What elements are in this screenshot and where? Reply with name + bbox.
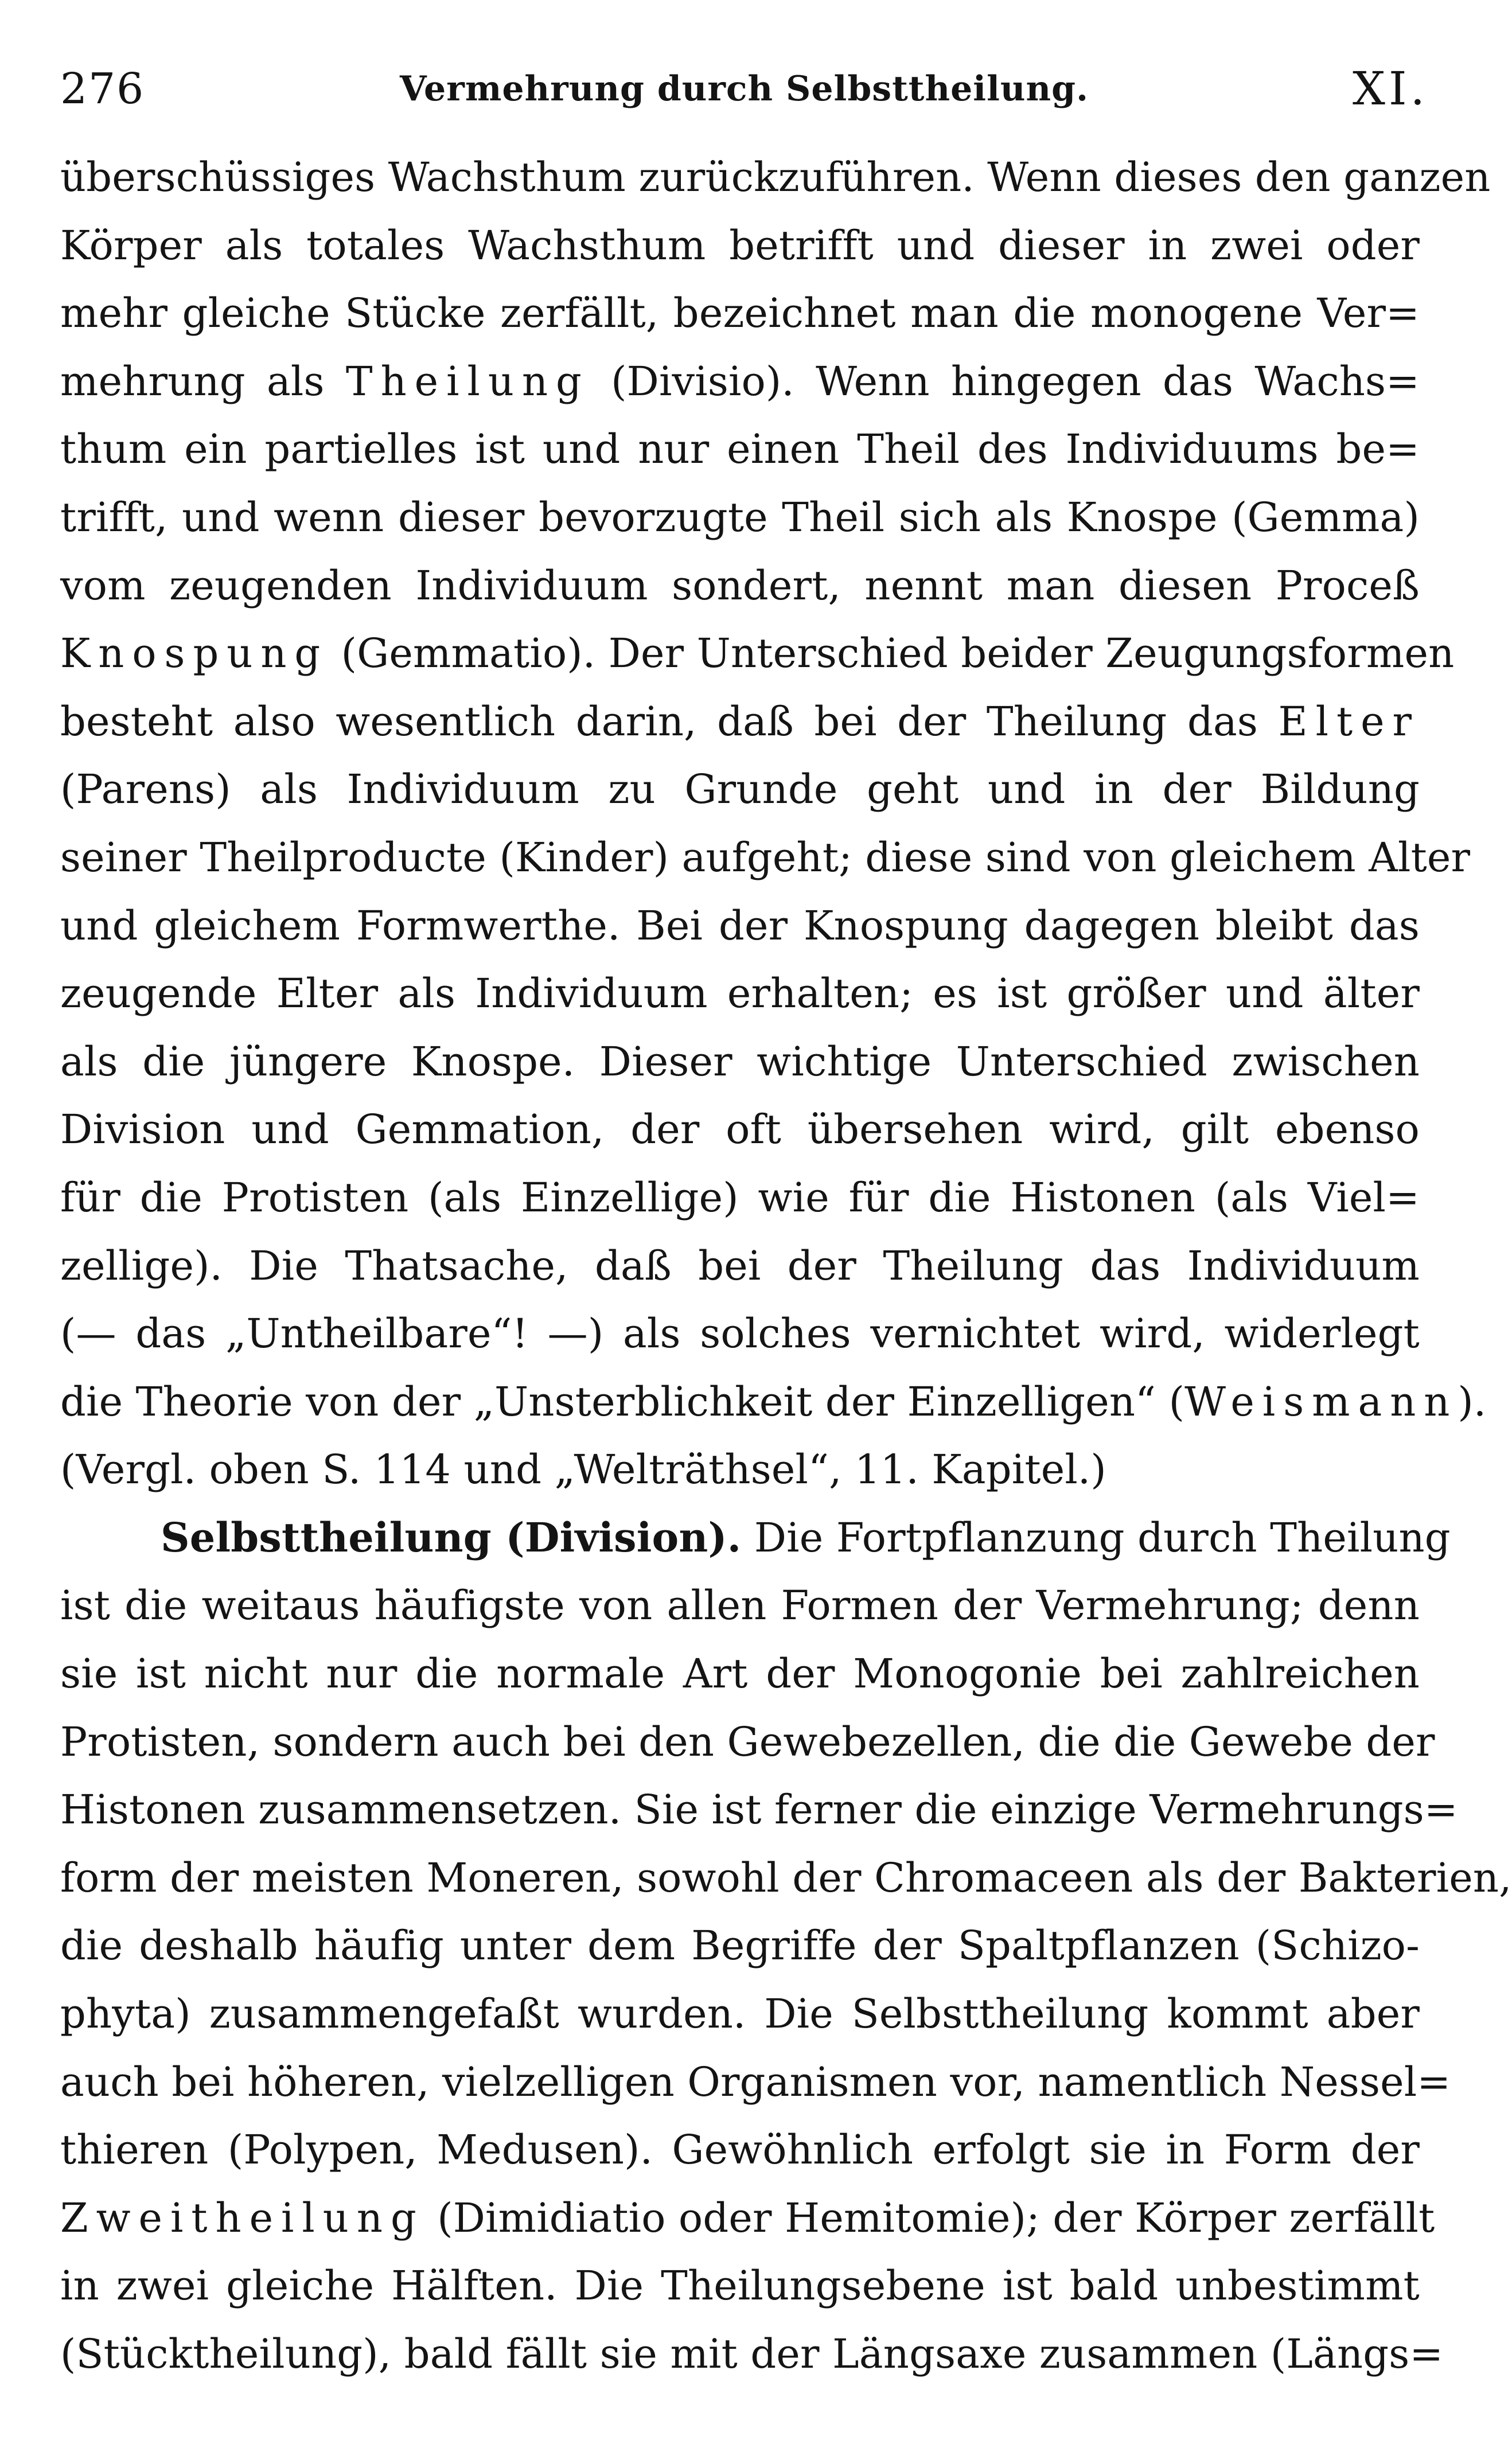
text-line	[60, 1504, 1451, 1572]
text-run: (Gemmatio). Der Unterschied beider Zeugungsformen	[328, 630, 1455, 677]
running-title: Vermehrung durch Selbsttheilung.	[400, 69, 1089, 109]
text-line: thum ein partielles ist und nur einen Theil des Individuums be=	[60, 426, 1420, 473]
text-line: überschüssiges Wachsthum zurückzuführen. Wenn dieses den ganzen	[60, 154, 1491, 201]
text-line: als die jüngere Knospe. Dieser wichtige Unterschied zwischen	[60, 1038, 1420, 1085]
page-number: 276	[60, 64, 145, 114]
text-line: ist die weitaus häufigste von allen Formen der Vermehrung; denn	[60, 1582, 1420, 1630]
text-line	[60, 688, 1420, 756]
text-line: Histonen zusammensetzen. Sie ist ferner die einzige Vermehrungs=	[60, 1786, 1458, 1834]
text-line: phyta) zusammengefaßt wurden. Die Selbsttheilung kommt aber	[60, 1990, 1420, 2038]
page-header	[60, 57, 1428, 120]
text-line: Protisten, sondern auch bei den Gewebezellen, die die Gewebe der	[60, 1718, 1435, 1765]
text-line	[60, 1368, 1487, 1436]
text-line: und gleichem Formwerthe. Bei der Knospung dagegen bleibt das	[60, 902, 1420, 949]
emphasized-term: Zweitheilung	[60, 2194, 424, 2242]
text-line: (Parens) als Individuum zu Grunde geht und in der Bildung	[60, 766, 1420, 813]
text-line: (Stücktheilung), bald fällt sie mit der Längsaxe zusammen (Längs=	[60, 2330, 1444, 2377]
text-line: mehr gleiche Stücke zerfällt, bezeichnet man die monogene Ver=	[60, 290, 1420, 337]
emphasized-term: Knospung	[60, 630, 329, 677]
text-line: die deshalb häufig unter dem Begriffe der Spaltpflanzen (Schizo-	[60, 1922, 1420, 1970]
text-line: in zwei gleiche Hälften. Die Theilungsebene ist bald unbestimmt	[60, 2262, 1420, 2310]
text-line: zeugende Elter als Individuum erhalten; es ist größer und älter	[60, 970, 1420, 1018]
text-line: thieren (Polypen, Medusen). Gewöhnlich erfolgt sie in Form der	[60, 2126, 1420, 2174]
text-run: besteht also wesentlich darin, daß bei der Theilung das	[60, 697, 1279, 745]
text-line: sie ist nicht nur die normale Art der Monogonie bei zahlreichen	[60, 1650, 1420, 1698]
text-line: zellige). Die Thatsache, daß bei der Theilung das Individuum	[60, 1242, 1420, 1289]
emphasized-term: Weismann	[1184, 1378, 1458, 1425]
emphasized-term: Theilung	[345, 357, 590, 405]
text-line	[60, 619, 1455, 688]
text-line: für die Protisten (als Einzellige) wie für die Histonen (als Viel=	[60, 1174, 1420, 1221]
text-line: form der meisten Moneren, sowohl der Chromaceen als der Bakterien,	[60, 1854, 1512, 1901]
text-run: (Dimidiatio oder Hemitomie); der Körper zerfällt	[424, 2194, 1435, 2242]
text-run: (Divisio). Wenn hingegen das Wachs=	[589, 357, 1420, 405]
chapter-label: XI.	[1353, 62, 1428, 115]
text-line: auch bei höheren, vielzelligen Organismen vor, namentlich Nessel=	[60, 2058, 1451, 2106]
body-text	[60, 143, 1512, 2388]
section-heading: Selbsttheilung (Division).	[161, 1513, 742, 1561]
text-run: Die Fortpflanzung durch Theilung	[741, 1514, 1451, 1561]
emphasized-term: Elter	[1278, 697, 1420, 745]
text-run: mehrung als	[60, 357, 346, 405]
text-line: vom zeugenden Individuum sondert, nennt man diesen Proceß	[60, 562, 1420, 609]
text-line	[60, 348, 1420, 416]
text-run: die Theorie von der „Unsterblichkeit der Einzelligen“ (	[60, 1378, 1185, 1425]
text-line: seiner Theilproducte (Kinder) aufgeht; diese sind von gleichem Alter	[60, 833, 1471, 881]
text-line: Division und Gemmation, der oft übersehen wird, gilt ebenso	[60, 1106, 1420, 1153]
text-line: (Vergl. oben S. 114 und „Welträthsel“, 11. Kapitel.)	[60, 1446, 1106, 1494]
text-line	[60, 2184, 1435, 2252]
text-run: ).	[1458, 1378, 1487, 1425]
text-line: Körper als totales Wachsthum betrifft und dieser in zwei oder	[60, 221, 1420, 269]
text-line: trifft, und wenn dieser bevorzugte Theil sich als Knospe (Gemma)	[60, 493, 1420, 541]
text-line: (— das „Untheilbare“! —) als solches vernichtet wird, widerlegt	[60, 1310, 1420, 1358]
